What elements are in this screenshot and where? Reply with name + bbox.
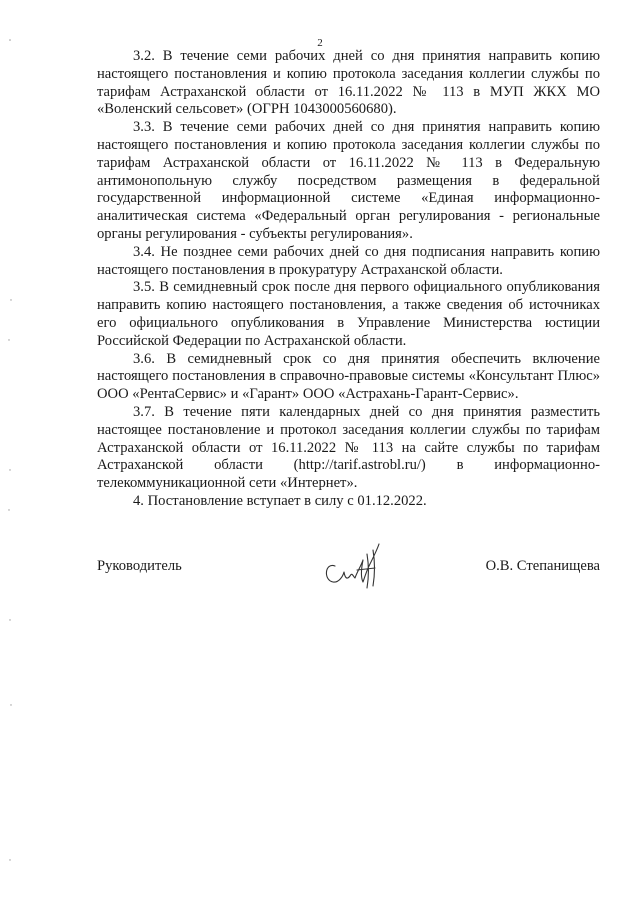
paragraph-3-5: 3.5. В семидневный срок после дня первого официального опубликования направить копию настоящего постановления, а также сведения об источниках его официального опубликования в Управление Министерства юстиции Российской Федерации по Астраханской области. xyxy=(97,279,600,349)
paragraph-3-6: 3.6. В семидневный срок со дня принятия обеспечить включение настоящего постановления в справочно-правовые системы «Консультант Плюс» ООО «РентаСервис» и «Гарант» ООО «Астрахань-Гарант-Сервис». xyxy=(97,350,600,403)
document-body xyxy=(97,48,600,511)
paragraph-4: 4. Постановление вступает в силу с 01.12.2022. xyxy=(133,492,427,509)
handwritten-signature xyxy=(317,536,397,596)
paragraph-3-7: 3.7. В течение пяти календарных дней со дня принятия разместить настоящее постановление и протокол заседания коллегии службы по тарифам Астраханской области от 16.11.2022 № 113 на сайте службы по тарифам Астраханской области (http://tarif.astrobl.ru/) в информационно-телекоммуникационной сети «Интернет». xyxy=(97,403,600,492)
signatory-name: О.В. Степанищева xyxy=(485,558,600,574)
paragraph-3-4: 3.4. Не позднее семи рабочих дней со дня подписания направить копию настоящего постановления в прокуратуру Астраханской области. xyxy=(97,243,600,278)
signatory-title: Руководитель xyxy=(97,558,182,574)
paragraph-3-3: 3.3. В течение семи рабочих дней со дня принятия направить копию настоящего постановления и копию протокола заседания коллегии службы по тарифам Астраханской области от 16.11.2022 № 113 в Федеральную антимонопольную службу посредством размещения в федеральной государственной информационной системе «Единая информационно-аналитическая система «Федеральный орган регулирования - региональные органы регулирования - субъекты регулирования». xyxy=(97,119,600,242)
signature-block xyxy=(97,552,600,592)
paragraph-3-2: 3.2. В течение семи рабочих дней со дня принятия направить копию настоящего постановления и копию протокола заседания коллегии службы по тарифам Астраханской области от 16.11.2022 № 113 в МУП ЖКХ МО «Воленский сельсовет» (ОГРН 1043000560680). xyxy=(97,48,600,118)
page-number: 2 xyxy=(317,37,323,49)
